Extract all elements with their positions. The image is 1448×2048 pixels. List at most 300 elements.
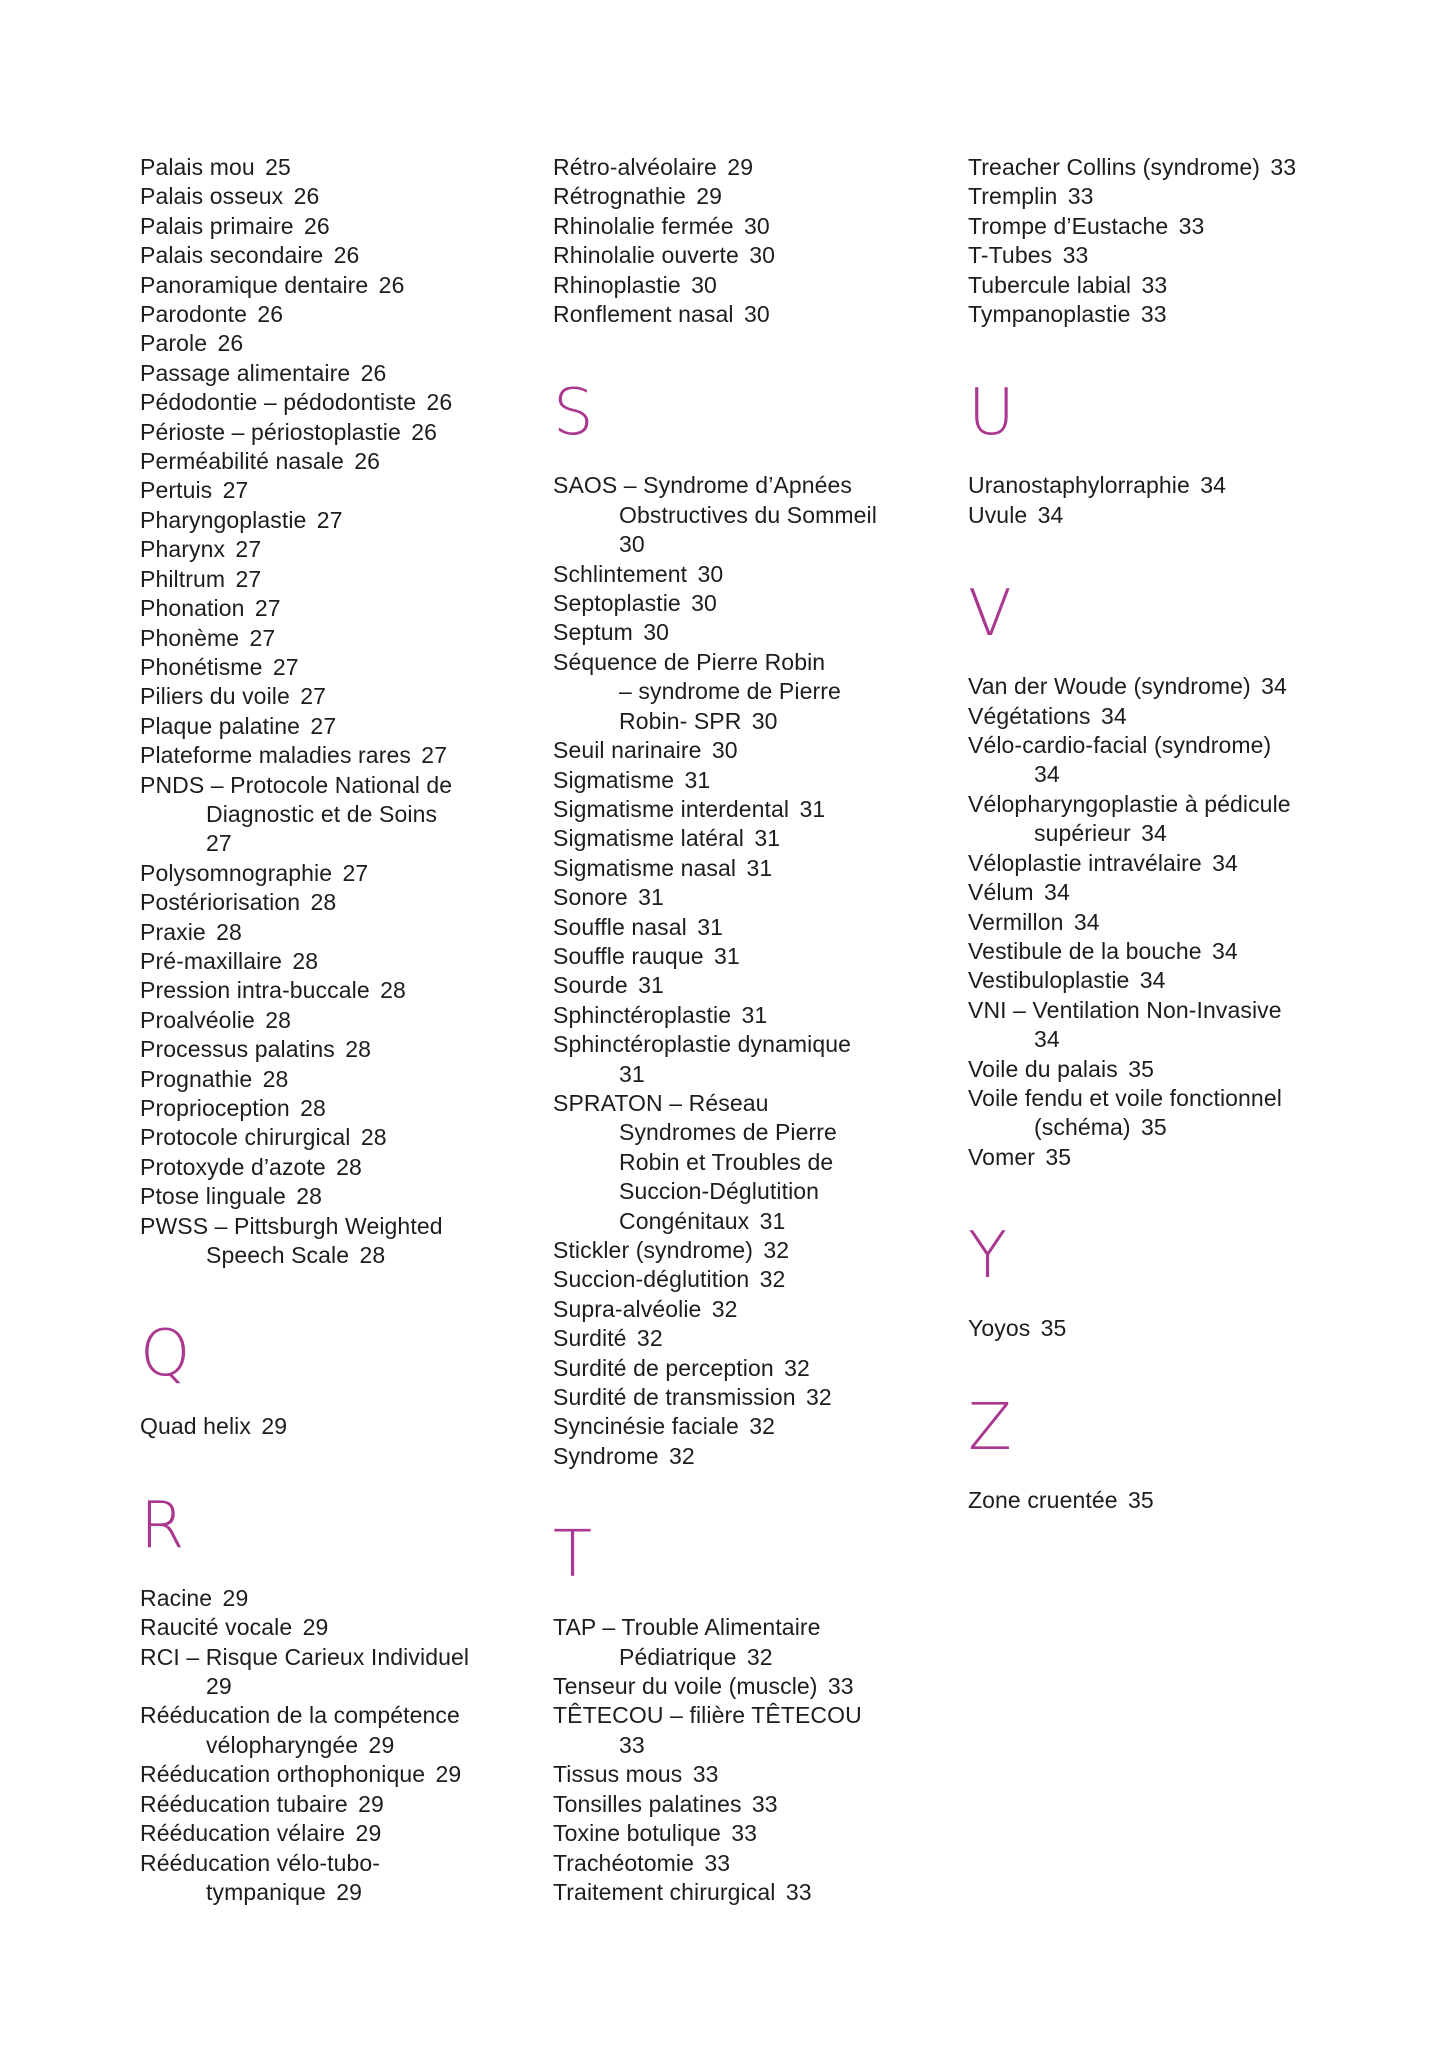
- term-text: Seuil narinaire: [553, 737, 702, 764]
- entry-term-line: [968, 1143, 1438, 1172]
- entry-term-continuation: [553, 1118, 968, 1147]
- entry-term-line: [140, 1819, 553, 1848]
- term-text: Vestibule de la bouche: [968, 937, 1202, 964]
- term-text: tympanique: [206, 1878, 326, 1905]
- page-number: 29: [261, 1413, 288, 1440]
- term-text: Septum: [553, 619, 633, 646]
- entry-term-line: [968, 471, 1438, 500]
- index-entry: [553, 241, 968, 270]
- page-number: 31: [713, 942, 740, 969]
- index-entry: [968, 182, 1438, 211]
- term-text: Surdité de perception: [553, 1354, 774, 1381]
- entry-term-line: [968, 849, 1438, 878]
- entry-term-line: [553, 1354, 968, 1383]
- index-entry: [553, 1442, 968, 1471]
- index-entry: [968, 1314, 1438, 1343]
- term-text: Vestibuloplastie: [968, 967, 1130, 994]
- page-number: 29: [302, 1614, 329, 1641]
- index-column-3: [968, 153, 1438, 1515]
- page-number: 29: [696, 183, 723, 210]
- term-text: Uranostaphylorraphie: [968, 472, 1190, 499]
- entry-term-line: [553, 1878, 968, 1907]
- page-number: 34: [1261, 673, 1287, 700]
- term-text: Ptose linguale: [140, 1183, 286, 1210]
- entry-term-line: [968, 672, 1438, 701]
- index-entry: [140, 1212, 553, 1271]
- term-text: Rhinolalie ouverte: [553, 242, 739, 269]
- entry-term-line: [968, 731, 1438, 760]
- entry-term-line: [140, 1006, 553, 1035]
- entry-term-continuation: [553, 707, 968, 736]
- term-text: Sigmatisme: [553, 766, 675, 793]
- entry-term-line: [140, 271, 553, 300]
- index-entry: [140, 535, 553, 564]
- entry-term-line: [553, 648, 968, 677]
- index-entry: [140, 888, 553, 917]
- entry-term-line: [968, 908, 1438, 937]
- index-entry: [968, 908, 1438, 937]
- term-text: Plateforme maladies rares: [140, 742, 411, 769]
- page-number: 32: [749, 1413, 776, 1440]
- entry-term-line: [968, 790, 1438, 819]
- page-number: 28: [345, 1036, 371, 1063]
- entry-term-line: [553, 736, 968, 765]
- index-entry: [140, 653, 553, 682]
- index-entry: [140, 212, 553, 241]
- index-entry: [140, 1094, 553, 1123]
- index-entry: [140, 741, 553, 770]
- entry-term-line: [968, 1314, 1438, 1343]
- page-number: 34: [1100, 702, 1127, 729]
- entry-term-line: [553, 471, 968, 500]
- term-text: Diagnostic et de Soins: [206, 800, 438, 827]
- index-entry: [553, 1672, 968, 1701]
- index-entry: [140, 594, 553, 623]
- entry-page-line: [553, 1060, 968, 1089]
- index-entry: [553, 1030, 968, 1089]
- index-entry: [553, 736, 968, 765]
- index-entry: [553, 1760, 968, 1789]
- page-number: 26: [411, 418, 437, 445]
- page-number: 31: [684, 766, 711, 793]
- term-text: Tissus mous: [553, 1761, 683, 1788]
- index-entry: [968, 241, 1438, 270]
- index-entry: [140, 859, 553, 888]
- section-letter-t: T: [553, 1518, 593, 1593]
- term-text: Séquence de Pierre Robin: [553, 648, 826, 675]
- entry-term-line: [968, 878, 1438, 907]
- term-text: Vélo-cardio-facial (syndrome): [968, 732, 1272, 759]
- page-number: 28: [296, 1183, 323, 1210]
- term-text: Vélopharyngoplastie à pédicule: [968, 790, 1291, 817]
- term-text: Parole: [140, 330, 208, 357]
- term-text: Racine: [140, 1584, 213, 1611]
- index-entry: [553, 560, 968, 589]
- term-text: Vomer: [968, 1143, 1035, 1170]
- index-entry: [968, 790, 1438, 849]
- page-number: 27: [421, 742, 448, 769]
- index-entry: [553, 883, 968, 912]
- entry-term-continuation: [968, 1113, 1438, 1142]
- index-entry: [140, 976, 553, 1005]
- term-text: Vermillon: [968, 908, 1064, 935]
- entry-term-line: [968, 1486, 1438, 1515]
- term-text: Toxine botulique: [553, 1820, 721, 1847]
- page-number: 29: [435, 1761, 462, 1788]
- entry-term-line: [553, 1412, 968, 1441]
- index-entry: [553, 1849, 968, 1878]
- index-entry: [140, 947, 553, 976]
- term-text: Succion-Déglutition: [619, 1178, 820, 1205]
- page-number: 28: [300, 1095, 326, 1121]
- index-entry: [553, 1613, 968, 1672]
- page-number: 32: [763, 1237, 790, 1263]
- entry-term-line: [140, 1035, 553, 1064]
- term-text: Rhinoplastie: [553, 271, 681, 298]
- entry-term-line: [140, 1701, 553, 1730]
- page-number: 27: [272, 653, 299, 680]
- entry-term-line: [140, 447, 553, 476]
- page-number: 34: [1200, 472, 1227, 499]
- index-entry: [968, 212, 1438, 241]
- page-number: 27: [206, 830, 232, 857]
- entry-term-line: [140, 535, 553, 564]
- index-entry: [140, 418, 553, 447]
- page-number: 27: [300, 683, 327, 710]
- index-entry: [140, 300, 553, 329]
- term-text: Trompe d’Eustache: [968, 212, 1169, 239]
- term-text: Pédiatrique: [619, 1643, 737, 1670]
- page-number: 31: [746, 854, 773, 881]
- term-text: Philtrum: [140, 565, 226, 592]
- term-text: Pharyngoplastie: [140, 506, 307, 533]
- index-entry: [968, 471, 1438, 500]
- index-entry: [553, 1265, 968, 1294]
- index-entry: [553, 182, 968, 211]
- entry-term-line: [553, 182, 968, 211]
- term-text: Phonation: [140, 595, 245, 622]
- index-entry: [553, 471, 968, 559]
- page-number: 34: [1037, 501, 1064, 528]
- entry-term-line: [140, 918, 553, 947]
- page-number: 27: [310, 712, 337, 739]
- term-text: Surdité de transmission: [553, 1384, 796, 1411]
- term-text: Congénitaux: [619, 1207, 750, 1234]
- entry-term-continuation: [140, 1241, 553, 1270]
- term-text: Uvule: [968, 501, 1028, 528]
- term-text: Panoramique dentaire: [140, 271, 369, 298]
- index-entry: [140, 447, 553, 476]
- entry-term-continuation: [140, 1878, 553, 1907]
- index-entry: [968, 271, 1438, 300]
- index-entry: [140, 1760, 553, 1789]
- page-number: 32: [636, 1325, 663, 1352]
- entry-term-line: [553, 883, 968, 912]
- term-text: Speech Scale: [206, 1242, 350, 1269]
- index-entry: [553, 1878, 968, 1907]
- index-entry: [553, 824, 968, 853]
- entry-term-line: [140, 1212, 553, 1241]
- section-letter-s: S: [553, 376, 594, 451]
- index-entry: [553, 854, 968, 883]
- term-text: Tubercule labial: [968, 271, 1132, 298]
- index-entry: [140, 359, 553, 388]
- page-number: 32: [759, 1266, 786, 1293]
- page-number: 31: [697, 913, 724, 940]
- page-number: 33: [692, 1761, 719, 1788]
- page-number: 31: [741, 1001, 768, 1028]
- index-entry: [553, 1701, 968, 1760]
- entry-term-line: [140, 153, 553, 182]
- page-number: 34: [1034, 761, 1060, 788]
- page-number: 26: [333, 242, 360, 269]
- term-text: Tenseur du voile (muscle): [553, 1673, 818, 1700]
- index-column-2: [553, 153, 968, 1907]
- entry-term-line: [140, 182, 553, 211]
- term-text: Treacher Collins (syndrome): [968, 154, 1260, 180]
- entry-term-line: [140, 241, 553, 270]
- index-entry: [968, 672, 1438, 701]
- index-entry: [553, 1412, 968, 1441]
- index-entry: [553, 1790, 968, 1819]
- term-text: Postériorisation: [140, 889, 301, 916]
- page-number: 26: [426, 389, 453, 416]
- term-text: Rééducation de la compétence: [140, 1702, 460, 1729]
- entry-term-line: [140, 624, 553, 653]
- index-entry: [140, 182, 553, 211]
- entry-page-line: [968, 1025, 1438, 1054]
- term-text: TÊTECOU – filière TÊTECOU: [553, 1702, 862, 1729]
- term-text: Rééducation orthophonique: [140, 1761, 426, 1788]
- term-text: Souffle rauque: [553, 942, 704, 969]
- index-entry: [140, 1613, 553, 1642]
- page-number: 34: [1141, 820, 1167, 847]
- term-text: Praxie: [140, 918, 206, 945]
- page-number: 29: [727, 154, 754, 180]
- page-number: 26: [257, 301, 284, 328]
- entry-term-line: [140, 1153, 553, 1182]
- term-text: Syncinésie faciale: [553, 1413, 739, 1440]
- entry-term-line: [140, 1849, 553, 1878]
- term-text: Proprioception: [140, 1095, 290, 1121]
- index-entry: [553, 300, 968, 329]
- term-text: Pharynx: [140, 536, 226, 563]
- page-number: 26: [293, 183, 320, 210]
- page-number: 32: [784, 1354, 810, 1381]
- page-number: 33: [827, 1673, 854, 1700]
- page-number: 27: [235, 565, 262, 592]
- term-text: Véloplastie intravélaire: [968, 849, 1202, 876]
- page-number: 31: [799, 795, 826, 822]
- term-text: Traitement chirurgical: [553, 1878, 776, 1905]
- index-entry: [553, 648, 968, 736]
- index-entry: [140, 1849, 553, 1908]
- page-number: 28: [216, 918, 242, 945]
- entry-term-line: [553, 589, 968, 618]
- entry-term-continuation: [140, 1731, 553, 1760]
- index-entry: [553, 1236, 968, 1265]
- index-columns: [140, 153, 1448, 1907]
- term-text: Trachéotomie: [553, 1849, 694, 1876]
- page-number: 33: [731, 1820, 757, 1847]
- entry-term-line: [140, 682, 553, 711]
- entry-term-line: [553, 1324, 968, 1353]
- term-text: Stickler (syndrome): [553, 1237, 753, 1263]
- index-entry: [140, 565, 553, 594]
- index-entry: [553, 1819, 968, 1848]
- term-text: Pertuis: [140, 477, 213, 504]
- entry-term-line: [553, 1819, 968, 1848]
- term-text: Robin et Troubles de: [619, 1148, 834, 1175]
- term-text: Processus palatins: [140, 1036, 335, 1063]
- page-number: 34: [1212, 937, 1238, 964]
- page-number: 31: [638, 972, 664, 999]
- entry-term-line: [968, 996, 1438, 1025]
- entry-term-line: [553, 1089, 968, 1118]
- page-number: 33: [1178, 212, 1205, 239]
- page-number: 28: [336, 1153, 362, 1180]
- term-text: Pédodontie – pédodontiste: [140, 389, 417, 416]
- index-entry: [553, 1383, 968, 1412]
- index-entry: [140, 1643, 553, 1702]
- page-number: 27: [254, 595, 281, 622]
- page-number: 32: [711, 1295, 738, 1322]
- term-text: vélopharyngée: [206, 1731, 359, 1758]
- page-number: 33: [704, 1849, 731, 1876]
- term-text: Rééducation tubaire: [140, 1790, 348, 1817]
- index-entry: [968, 1084, 1438, 1143]
- entry-term-line: [968, 1055, 1438, 1084]
- index-entry: [968, 878, 1438, 907]
- term-text: Surdité: [553, 1325, 627, 1352]
- term-text: Syndromes de Pierre: [619, 1119, 837, 1146]
- term-text: Supra-alvéolie: [553, 1295, 702, 1322]
- term-text: Rééducation vélaire: [140, 1820, 346, 1847]
- index-entry: [140, 712, 553, 741]
- entry-term-line: [140, 771, 553, 800]
- section-letter-q: Q: [140, 1317, 191, 1392]
- page-number: 33: [1141, 271, 1168, 298]
- page-number: 33: [619, 1731, 645, 1758]
- page-number: 31: [754, 825, 781, 852]
- entry-term-line: [140, 359, 553, 388]
- index-entry: [140, 1153, 553, 1182]
- index-entry: [553, 271, 968, 300]
- index-entry: [553, 1324, 968, 1353]
- page-number: 32: [668, 1442, 695, 1469]
- entry-term-line: [968, 702, 1438, 731]
- page-number: 30: [743, 301, 770, 328]
- entry-term-line: [140, 741, 553, 770]
- term-text: Rhinolalie fermée: [553, 212, 734, 239]
- page-number: 30: [643, 619, 670, 646]
- term-text: (schéma): [1034, 1114, 1131, 1141]
- entry-term-line: [140, 300, 553, 329]
- term-text: Phonème: [140, 624, 240, 651]
- term-text: Obstructives du Sommeil: [619, 501, 877, 528]
- term-text: Ronflement nasal: [553, 301, 734, 328]
- entry-term-line: [553, 795, 968, 824]
- index-entry: [140, 1701, 553, 1760]
- index-entry: [140, 771, 553, 859]
- page-number: 29: [336, 1878, 363, 1905]
- page-number: 34: [1139, 967, 1166, 994]
- term-text: Proalvéolie: [140, 1006, 255, 1033]
- index-entry: [140, 506, 553, 535]
- page-number: 32: [805, 1384, 832, 1411]
- page-number: 30: [619, 531, 645, 558]
- term-text: Sigmatisme latéral: [553, 825, 744, 852]
- term-text: Sonore: [553, 884, 628, 911]
- entry-term-continuation: [968, 819, 1438, 848]
- page-number: 33: [1140, 301, 1167, 328]
- index-column-1: [140, 153, 553, 1907]
- page-number: 29: [355, 1820, 382, 1847]
- entry-term-line: [968, 937, 1438, 966]
- entry-term-line: [968, 182, 1438, 211]
- index-entry: [968, 996, 1438, 1055]
- page-number: 29: [358, 1790, 384, 1817]
- entry-term-continuation: [140, 800, 553, 829]
- entry-term-line: [140, 388, 553, 417]
- page-number: 27: [222, 477, 249, 504]
- entry-term-continuation: [553, 501, 968, 530]
- entry-term-line: [140, 212, 553, 241]
- entry-term-line: [140, 1613, 553, 1642]
- page-number: 30: [691, 590, 717, 617]
- term-text: Prognathie: [140, 1065, 253, 1092]
- entry-term-line: [140, 1123, 553, 1152]
- entry-term-line: [553, 1442, 968, 1471]
- index-entry: [140, 1065, 553, 1094]
- page-number: 27: [235, 536, 262, 563]
- term-text: Robin- SPR: [619, 707, 742, 734]
- term-text: Sphinctéroplastie dynamique: [553, 1031, 852, 1058]
- term-text: Palais osseux: [140, 183, 284, 210]
- page-number: 28: [380, 977, 406, 1004]
- entry-term-line: [553, 1265, 968, 1294]
- entry-term-line: [553, 1760, 968, 1789]
- entry-term-line: [553, 971, 968, 1000]
- entry-term-continuation: [553, 1643, 968, 1672]
- term-text: Polysomnographie: [140, 859, 333, 886]
- term-text: Voile fendu et voile fonctionnel: [968, 1084, 1282, 1111]
- term-text: T-Tubes: [968, 242, 1053, 269]
- index-entry: [968, 1486, 1438, 1515]
- entry-term-line: [553, 271, 968, 300]
- page-number: 33: [1067, 183, 1094, 210]
- page-number: 29: [222, 1584, 249, 1611]
- term-text: Phonétisme: [140, 653, 263, 680]
- index-entry: [553, 1089, 968, 1236]
- index-entry: [553, 1001, 968, 1030]
- index-entry: [553, 766, 968, 795]
- entry-term-continuation: [553, 1177, 968, 1206]
- index-entry: [140, 1035, 553, 1064]
- index-entry: [140, 388, 553, 417]
- term-text: – syndrome de Pierre: [619, 678, 841, 705]
- page-number: 26: [217, 330, 244, 357]
- term-text: Pré-maxillaire: [140, 947, 282, 974]
- entry-term-line: [140, 1790, 553, 1819]
- term-text: Sphinctéroplastie: [553, 1001, 732, 1028]
- index-entry: [553, 913, 968, 942]
- term-text: Palais mou: [140, 154, 255, 180]
- page-number: 31: [638, 884, 664, 911]
- entry-term-line: [140, 888, 553, 917]
- index-entry: [553, 1354, 968, 1383]
- page-number: 33: [785, 1878, 812, 1905]
